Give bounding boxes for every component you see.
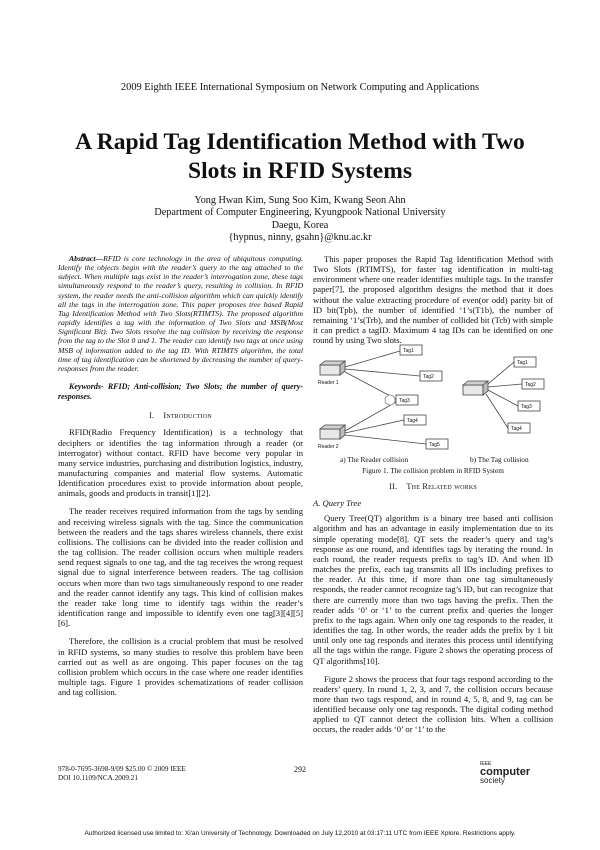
abstract [58, 254, 303, 373]
authorized-use-notice: Authorized licensed use limited to: Xi'an University of Technology. Downloaded on July 12,2010 at 03:17:11 UTC from IEEE Xplore. Restrictions apply. [84, 830, 516, 837]
query-tree-paragraph-2: Figure 2 shows the process that four tags respond according to the readers’ query. In round 1, 2, 3, and 7, the collision occurs because more than two tags respond, and in round 4, 5, 8, and 9, tag can be identified because only one tag responds. The digital coding method applied to QT cannot detect the collision bits. When a collision occurs, the reader adds ‘0’ or ‘1’ to the [313, 673, 553, 735]
reader-2-label: Reader 2 [318, 444, 339, 450]
section-2-number: II. [389, 482, 398, 491]
keywords: Keywords- RFID; Anti-collision; Two Slots; the number of query-responses. [58, 382, 303, 401]
tag-label: Tag1 [517, 360, 528, 366]
conference-header: 2009 Eighth IEEE International Symposium on Network Computing and Applications [120, 82, 480, 93]
tag-label: Tag3 [399, 398, 410, 404]
author-names: Yong Hwan Kim, Sung Soo Kim, Kwang Seon Ahn [194, 195, 406, 206]
section-1-title: Introduction [163, 411, 212, 421]
right-column-bottom [313, 482, 553, 735]
author-block [0, 195, 600, 245]
intro-paragraph-1: RFID(Radio Frequency Identification) is a technology that deciphers or identifies the tag information through a reader (or interrogator) without contact. RFID have become very popular in many service industries, purchasing and distribution logistics, industry, manufacturing companies and material flow systems. Automatic Identification procedures exist to provide information about people, animals, goods and products in transit[1][2]. [58, 427, 303, 499]
title-line-2: Slots in RFID Systems [188, 158, 412, 184]
figure-1 [318, 343, 553, 471]
logo-society-text: society [480, 776, 505, 785]
title-line-1: A Rapid Tag Identification Method with Two [75, 129, 525, 155]
section-1-number: I. [149, 411, 155, 421]
abstract-text: RFID is core technology in the area of ubiquitous computing. Identify the objects begin with the reader’s query to the tag attached to the subject. When multiple tags exist in the reader’s interrogation zone, these tags simultaneously respond to the reader’s query, resulting in collision. In RFID system, the reader needs the anti-collision algorithm which can quickly identify all the tags in the interrogation zone. This paper proposes tree based Rapid Tag Identification Method with Two Slots(RTIMTS). The proposed algorithm rapidly identifies a tag with the information of Two Slots and MSB(Most Significant Bit). Two Slots resolve the tag collision by receiving the response from the tag to the Slot 0 and 1. The reader can identify two tags at once using MSB of information added to the tag ID. With RTIMTS algorithm, the total time of tag identification can be shortened by decreasing the number of query-responses from the reader. [58, 254, 303, 373]
footer-doi: DOI 10.1109/NCA.2009.21 [58, 774, 138, 782]
reader-2-icon [320, 425, 345, 439]
figure-1-diagram [318, 343, 553, 471]
author-city: Daegu, Korea [271, 219, 329, 231]
query-tree-paragraph-1: Query Tree(QT) algorithm is a binary tree based anti collision algorithm and has an advantage in easily implementation due to its simple operating mode[8]. QT sets the reader’s query and tag’s response as one round, and identifies tags by iterating the round. In each round, the reader requests prefix to tag’s ID. And when ID matches the prefix, each tag transmits all IDs including prefixes to the reader. At this time, if more than one tag simultaneously responds, the reader cannot recognize tag’s ID, but can recognize that there are currently more than two tags having the prefix. Then the reader adds ‘0’ or ‘1’ to the current prefix and queries the longer prefix to the tags again. When only one tag responds to the reader, it identifies the tag. In other words, the reader adds the prefix by 1 bit until only one tag responds and iterates this process until identifying all the tags within the range. Figure 2 shows the operating process of QT algorithms[10]. [313, 513, 553, 666]
tag-collision-diagram [463, 357, 544, 433]
tag-label: Tag4 [511, 426, 522, 432]
tag-label: Tag3 [521, 404, 532, 410]
figure-1-caption: Figure 1. The collision problem in RFID System [362, 466, 504, 475]
section-2-heading [313, 482, 553, 492]
reader-icon [463, 381, 488, 395]
section-1-heading [58, 411, 303, 421]
figure-1-sub-a: a) The Reader collision [340, 455, 409, 464]
tag-label: Tag1 [403, 348, 414, 354]
reader-1-icon [320, 361, 345, 375]
footer-isbn: 978-0-7695-3698-9/09 $25.00 © 2009 IEEE [58, 765, 186, 773]
right-column-top [313, 254, 553, 345]
page-number: 292 [294, 765, 306, 774]
right-paragraph-1: This paper proposes the Rapid Tag Identification Method with Two Slots (RTIMTS), for faster tag identification in multi-tag environment where one reader identifies multiple tags. In the transfer paper[7], the proposed algorithm designs the method that it does without the value extracting procedure of even(or odd) parity bit of ID bit(Tpb), the number of identified ‘1’s(T1b), the number of remaining ‘1’s(Trb), and the number of collided bit (Tcb) with simple it can predict a tagID. Maximum 4 tag IDs can be identified on one round by using Two slots. [313, 254, 553, 346]
subsection-a-heading: A. Query Tree [313, 498, 362, 509]
paper-title [20, 128, 580, 186]
reader-1-label: Reader 1 [318, 380, 339, 386]
ieee-computer-society-logo [480, 762, 550, 785]
section-2-title: The Related works [406, 482, 477, 491]
figure-1-sub-b: b) The Tag collision [470, 455, 529, 464]
logo-ieee-text: IEEE [480, 761, 492, 767]
tag-label: Tag4 [407, 418, 418, 424]
tag-label: Tag2 [525, 382, 536, 388]
left-column [58, 254, 303, 697]
tag-label: Tag2 [423, 374, 434, 380]
author-emails: {hypnus, ninny, gsahn}@knu.ac.kr [228, 232, 372, 244]
abstract-label: Abstract— [69, 254, 104, 263]
reader-collision-diagram [320, 345, 448, 449]
author-department: Department of Computer Engineering, Kyungpook National University [154, 207, 446, 219]
tag-label: Tag5 [429, 442, 440, 448]
intro-paragraph-3: Therefore, the collision is a crucial problem that must be resolved in RFID systems, so many studies to resolve this problem have been carried out as well as are ongoing. This paper focuses on the tag collision problem which occurs in the case where one reader identifies multiple tags. Figure 1 provides schematizations of reader collision and tag collision. [58, 636, 303, 698]
intro-paragraph-2: The reader receives required information from the tags by sending and receiving wireless signals with the tag. Since the communication between the readers and the tags shares wireless channels, there exist collisions. The collisions can be divided into the reader collision and the tag collision. The reader collision occurs when multiple readers send request signals to one tag, and the tag receives the wrong request signal due to signal interference between readers. The tag collision occurs when more than two tags simultaneously respond to one reader and the reader cannot identify any tags. This kind of collision makes the reader take long time to identify tags within the reader’s identification range and impossible to identify even one tag[3][4][5] [6]. [58, 506, 303, 629]
logo-computer-text: computer [480, 766, 531, 778]
